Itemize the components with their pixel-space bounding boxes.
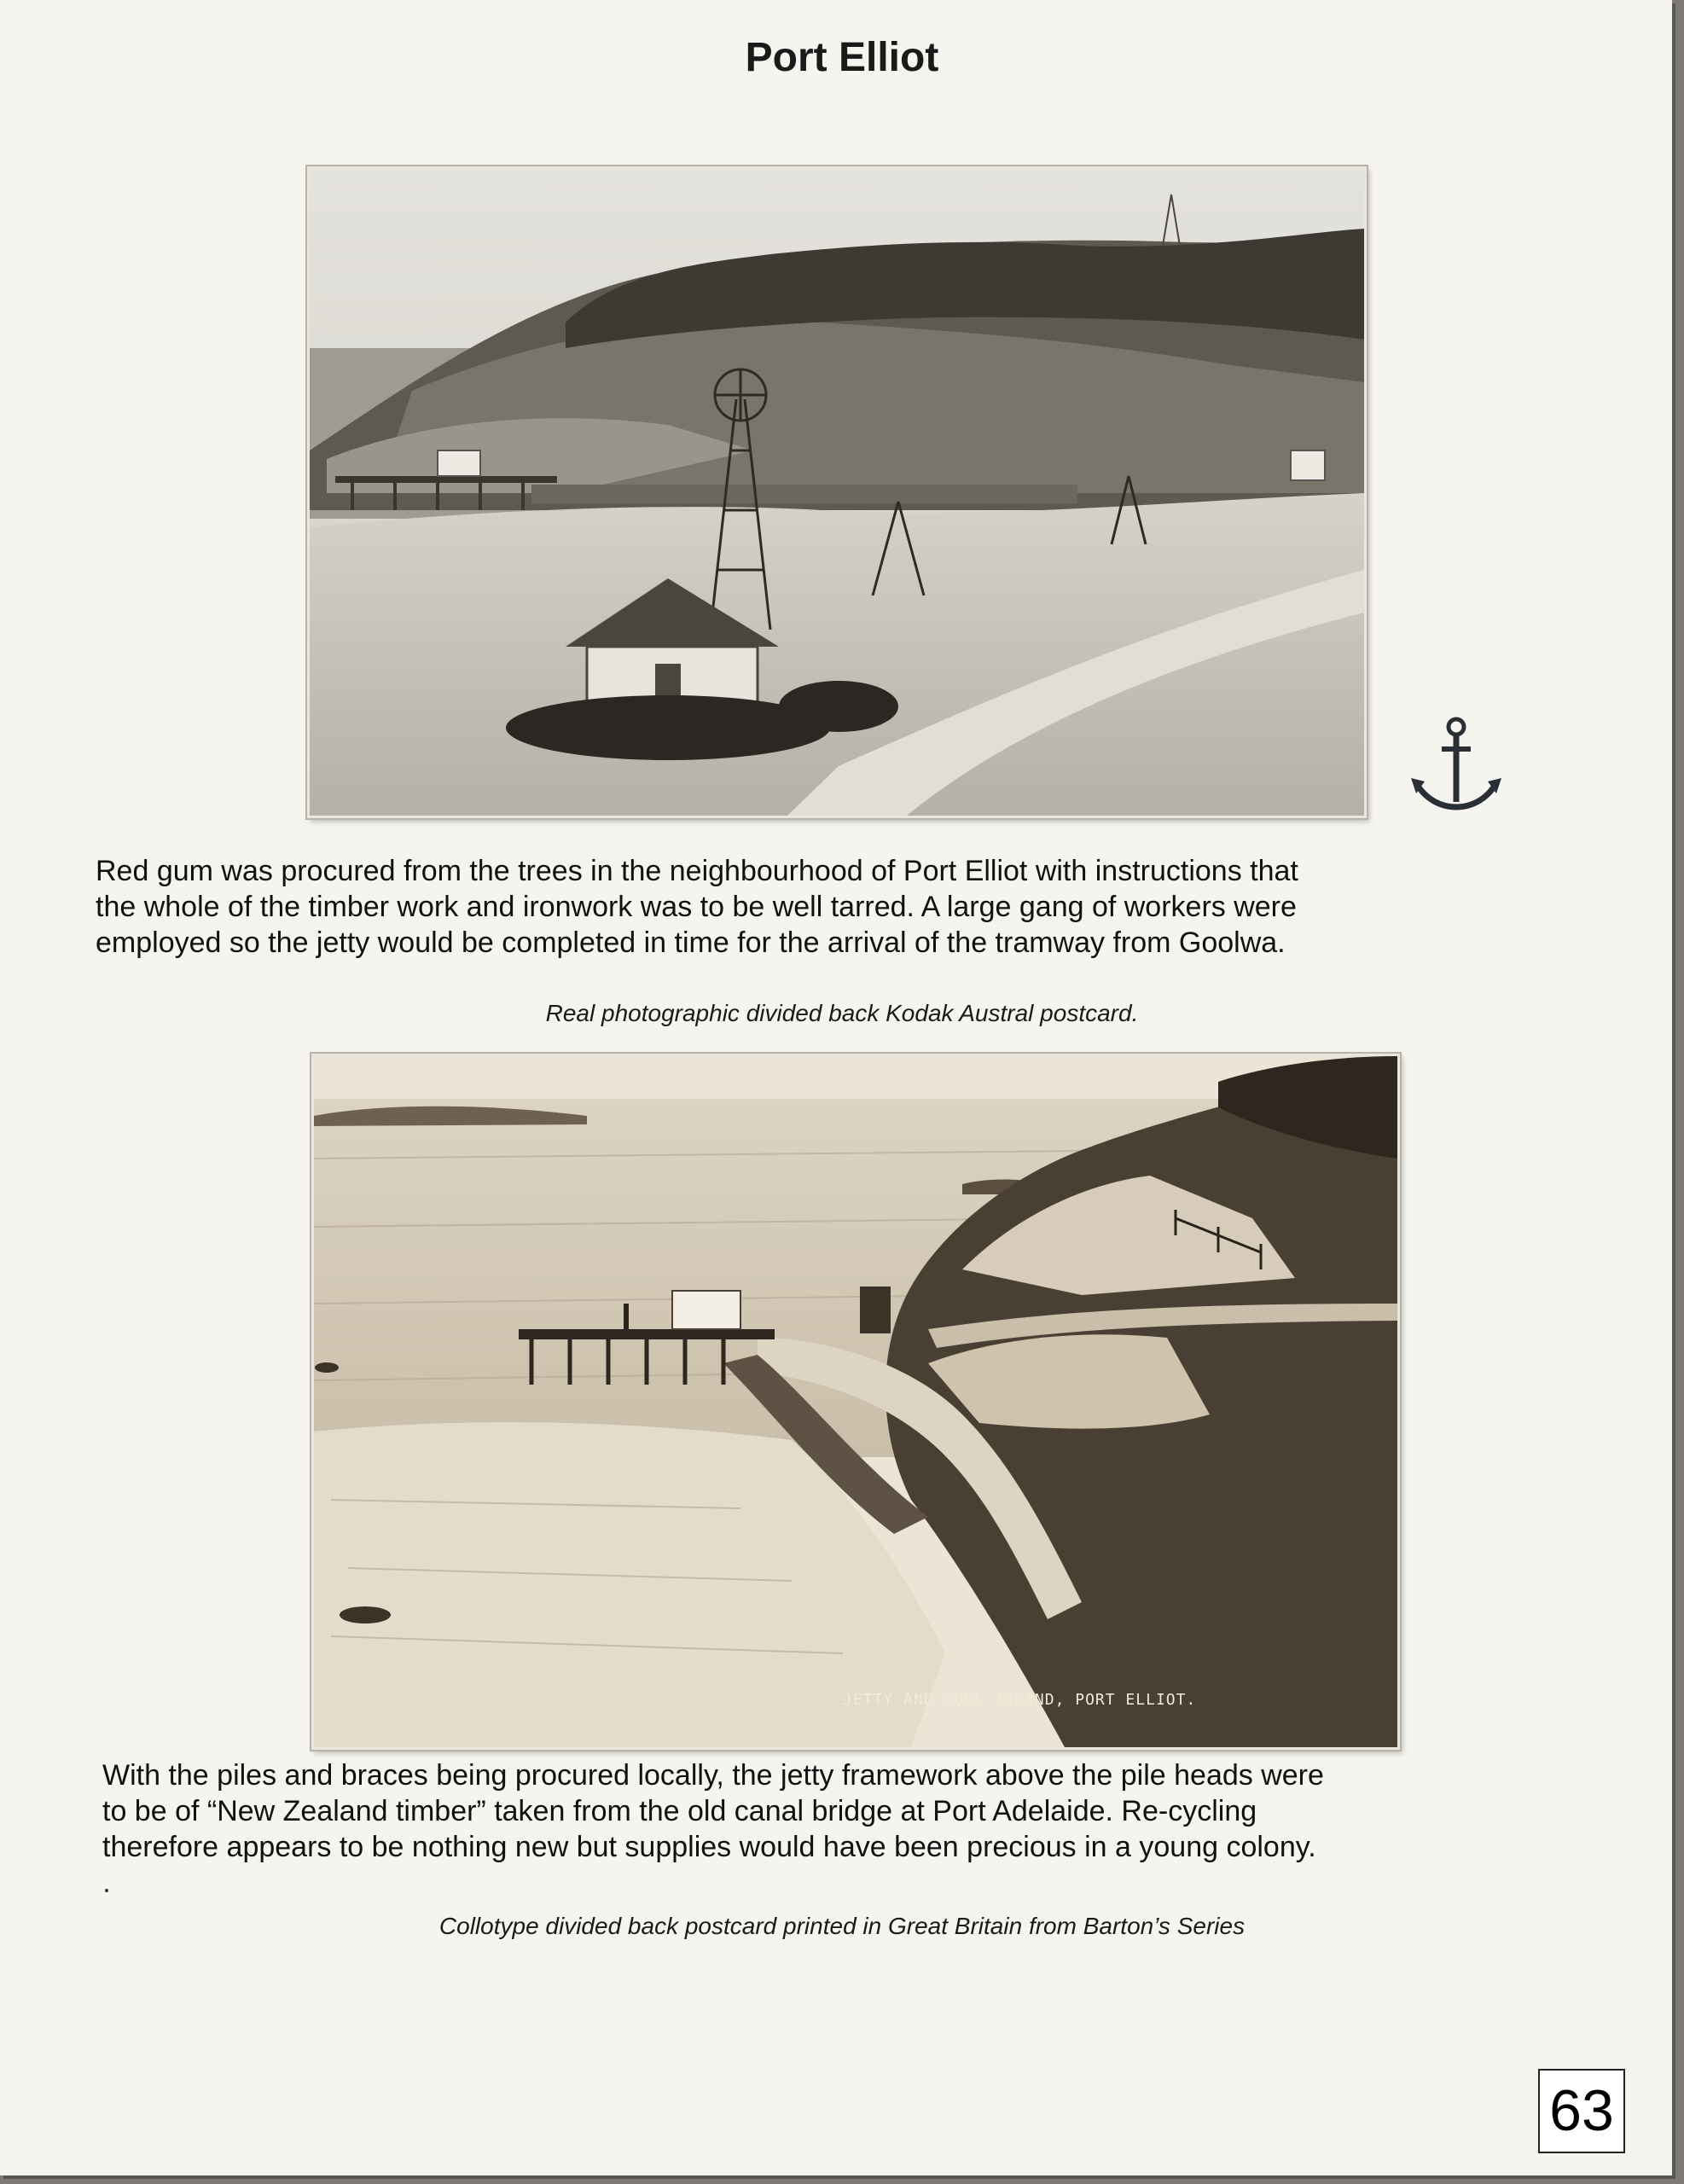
stray-dot xyxy=(105,1889,108,1892)
caption-collotype-bartons: Collotype divided back postcard printed in Great Britain from Barton’s Series xyxy=(438,1913,1246,1939)
page-title: Port Elliot xyxy=(745,35,939,80)
page-number: 63 xyxy=(1538,2069,1625,2153)
postcard-photo-2-image xyxy=(314,1056,1397,1747)
caption-kodak-austral: Real photographic divided back Kodak Austral postcard. xyxy=(545,1000,1139,1026)
postcard-photo-1-image xyxy=(310,169,1364,816)
postcard-photo-1 xyxy=(307,166,1367,818)
paragraph-new-zealand-timber: With the piles and braces being procured locally, the jetty framework above the pile heads were to be of “New Zealand timber” taken from the old canal bridge at Port Adelaide. Re-cycling therefore appears to be nothing new but supplies would have been precious in a young colony. xyxy=(102,1759,1324,1863)
anchor-icon xyxy=(1409,717,1503,815)
paragraph-red-gum: Red gum was procured from the trees in the neighbourhood of Port Elliot with instructions that the whole of the timber work and ironwork was to be well tarred. A large gang of workers were employed so the jetty would be completed in time for the arrival of the tramway from Goolwa. xyxy=(96,855,1298,959)
postcard-printed-label: JETTY AND GULL ISLAND, PORT ELLIOT. xyxy=(843,1691,1197,1709)
postcard-photo-2 xyxy=(311,1054,1400,1750)
